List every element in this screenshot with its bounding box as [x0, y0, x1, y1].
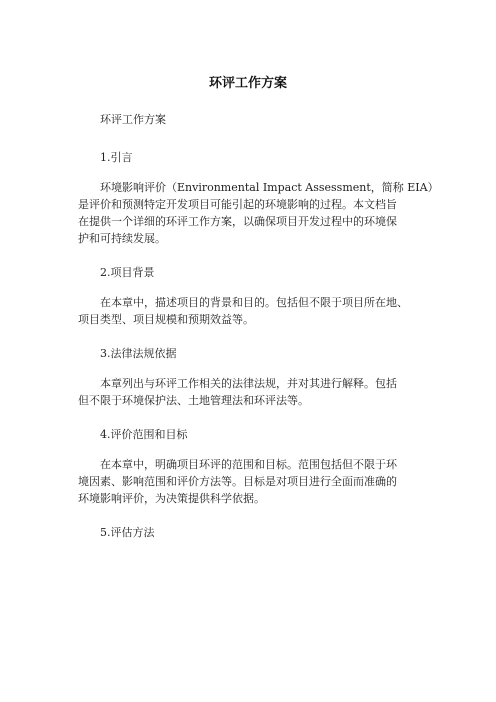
section-heading-scope-goals: 4.评价范围和目标: [100, 428, 188, 441]
paragraph-line: 环境影响评价，为决策提供科学依据。: [78, 492, 265, 505]
paragraph-line: 本章列出与环评工作相关的法律法规，并对其进行解释。包括: [100, 377, 397, 390]
document-title: 环评工作方案: [208, 76, 287, 91]
paragraph-line: 在提供一个详细的环评工作方案，以确保项目开发过程中的环境保: [78, 215, 397, 228]
paragraph-line: 但不限于环境保护法、土地管理法和环评法等。: [78, 394, 309, 407]
document-subtitle: 环评工作方案: [100, 113, 166, 126]
section-heading-background: 2.项目背景: [100, 266, 155, 279]
paragraph-line: 护和可持续发展。: [78, 232, 166, 245]
section-heading-intro: 1.引言: [100, 151, 133, 164]
paragraph-line: 环境影响评价（Environmental Impact Assessment，简称 EIA）: [100, 181, 439, 194]
section-heading-legal-basis: 3.法律法规依据: [100, 347, 177, 360]
paragraph-line: 境因素、影响范围和评价方法等。目标是对项目进行全面而准确的: [78, 475, 397, 488]
section-heading-methods: 5.评估方法: [100, 526, 155, 539]
paragraph-line: 是评价和预测特定开发项目可能引起的环境影响的过程。本文档旨: [78, 198, 397, 211]
paragraph-line: 项目类型、项目规模和预期效益等。: [78, 313, 254, 326]
paragraph-line: 在本章中，描述项目的背景和目的。包括但不限于项目所在地、: [100, 296, 408, 309]
paragraph-line: 在本章中，明确项目环评的范围和目标。范围包括但不限于环: [100, 458, 397, 471]
